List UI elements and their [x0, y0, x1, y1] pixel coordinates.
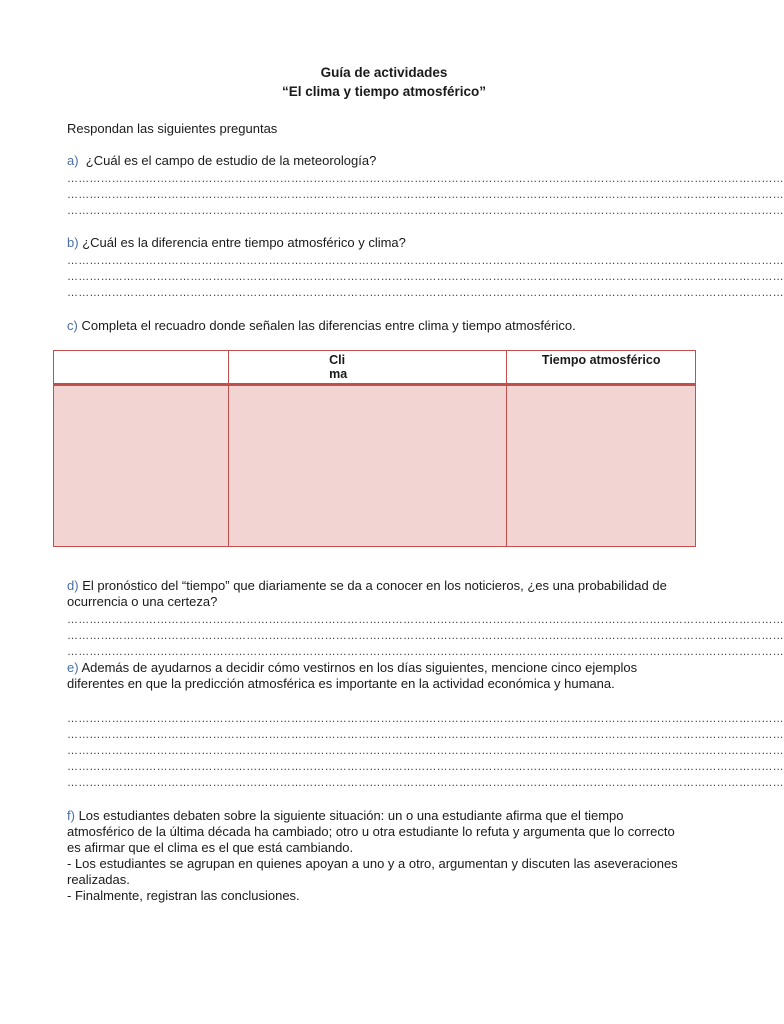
table-cell-clima[interactable] — [229, 385, 507, 547]
question-letter: b) — [67, 235, 79, 250]
question-text: Completa el recuadro donde señalen las diferencias entre clima y tiempo atmosférico. — [81, 318, 576, 333]
table-row — [54, 385, 696, 547]
question-a — [67, 153, 692, 169]
table-header-clima — [229, 351, 507, 385]
question-letter: c) — [67, 318, 78, 333]
answer-line[interactable]: ………………………………………………………………………………………………………………………………………………………………………… — [67, 255, 784, 267]
table-header-empty — [54, 351, 229, 385]
question-letter: e) — [67, 660, 79, 675]
intro-text: Respondan las siguientes preguntas — [67, 121, 278, 136]
comparison-table — [53, 350, 696, 547]
question-f-instruction-1: - Los estudiantes se agrupan en quienes apoyan a uno y a otro, argumentan y discuten las aseveraciones realizadas. — [67, 856, 678, 887]
question-text: ¿Cuál es el campo de estudio de la meteorología? — [85, 153, 377, 168]
answer-line[interactable]: ………………………………………………………………………………………………………………………………………………………………………… — [67, 745, 784, 757]
answer-line[interactable]: ………………………………………………………………………………………………………………………………………………………………………… — [67, 287, 784, 299]
question-text: Los estudiantes debaten sobre la siguiente situación: un o una estudiante afirma que el tiempo atmosférico de la última década ha cambiado; otro u otra estudiante lo refuta y argumenta que lo correcto es afirmar que el clima es el que está cambiando. — [67, 808, 675, 855]
question-text: Además de ayudarnos a decidir cómo vestirnos en los días siguientes, mencione cinco ejemplos diferentes en que la predicción atmosférica es importante en la actividad económica y humana. — [67, 660, 638, 691]
page-subtitle: “El clima y tiempo atmosférico” — [281, 84, 487, 99]
answer-line[interactable]: ………………………………………………………………………………………………………………………………………………………………………… — [67, 271, 784, 283]
answer-line[interactable]: ………………………………………………………………………………………………………………………………………………………………………… — [67, 614, 784, 626]
answer-line[interactable]: ………………………………………………………………………………………………………………………………………………………………………… — [67, 646, 784, 658]
header-clima-part2: ma — [329, 367, 348, 381]
answer-line[interactable]: ………………………………………………………………………………………………………………………………………………………………………… — [67, 777, 784, 789]
table-header-row — [54, 351, 696, 385]
table-cell-criteria[interactable] — [54, 385, 229, 547]
question-f — [67, 808, 692, 904]
answer-line[interactable]: ………………………………………………………………………………………………………………………………………………………………………… — [67, 713, 784, 725]
question-c — [67, 318, 692, 334]
question-letter: f) — [67, 808, 75, 823]
answer-line[interactable]: ………………………………………………………………………………………………………………………………………………………………………… — [67, 189, 784, 201]
question-f-instruction-2: - Finalmente, registran las conclusiones. — [67, 888, 300, 903]
question-b — [67, 235, 692, 251]
question-letter: d) — [67, 578, 79, 593]
answer-line[interactable]: ………………………………………………………………………………………………………………………………………………………………………… — [67, 205, 784, 217]
page-title: Guía de actividades — [320, 65, 448, 80]
question-text: El pronóstico del “tiempo” que diariamente se da a conocer en los noticieros, ¿es una probabilidad de ocurrencia o una certeza? — [67, 578, 667, 609]
answer-line[interactable]: ………………………………………………………………………………………………………………………………………………………………………… — [67, 729, 784, 741]
table-cell-tiempo[interactable] — [507, 385, 696, 547]
table-header-tiempo: Tiempo atmosférico — [507, 351, 696, 385]
question-e — [67, 660, 692, 692]
answer-line[interactable]: ………………………………………………………………………………………………………………………………………………………………………… — [67, 761, 784, 773]
answer-line[interactable]: ………………………………………………………………………………………………………………………………………………………………………… — [67, 173, 784, 185]
header-clima-part1: Cli — [329, 353, 346, 367]
question-text: ¿Cuál es la diferencia entre tiempo atmosférico y clima? — [82, 235, 406, 250]
question-d — [67, 578, 692, 610]
question-letter: a) — [67, 153, 79, 168]
answer-line[interactable]: ………………………………………………………………………………………………………………………………………………………………………… — [67, 630, 784, 642]
